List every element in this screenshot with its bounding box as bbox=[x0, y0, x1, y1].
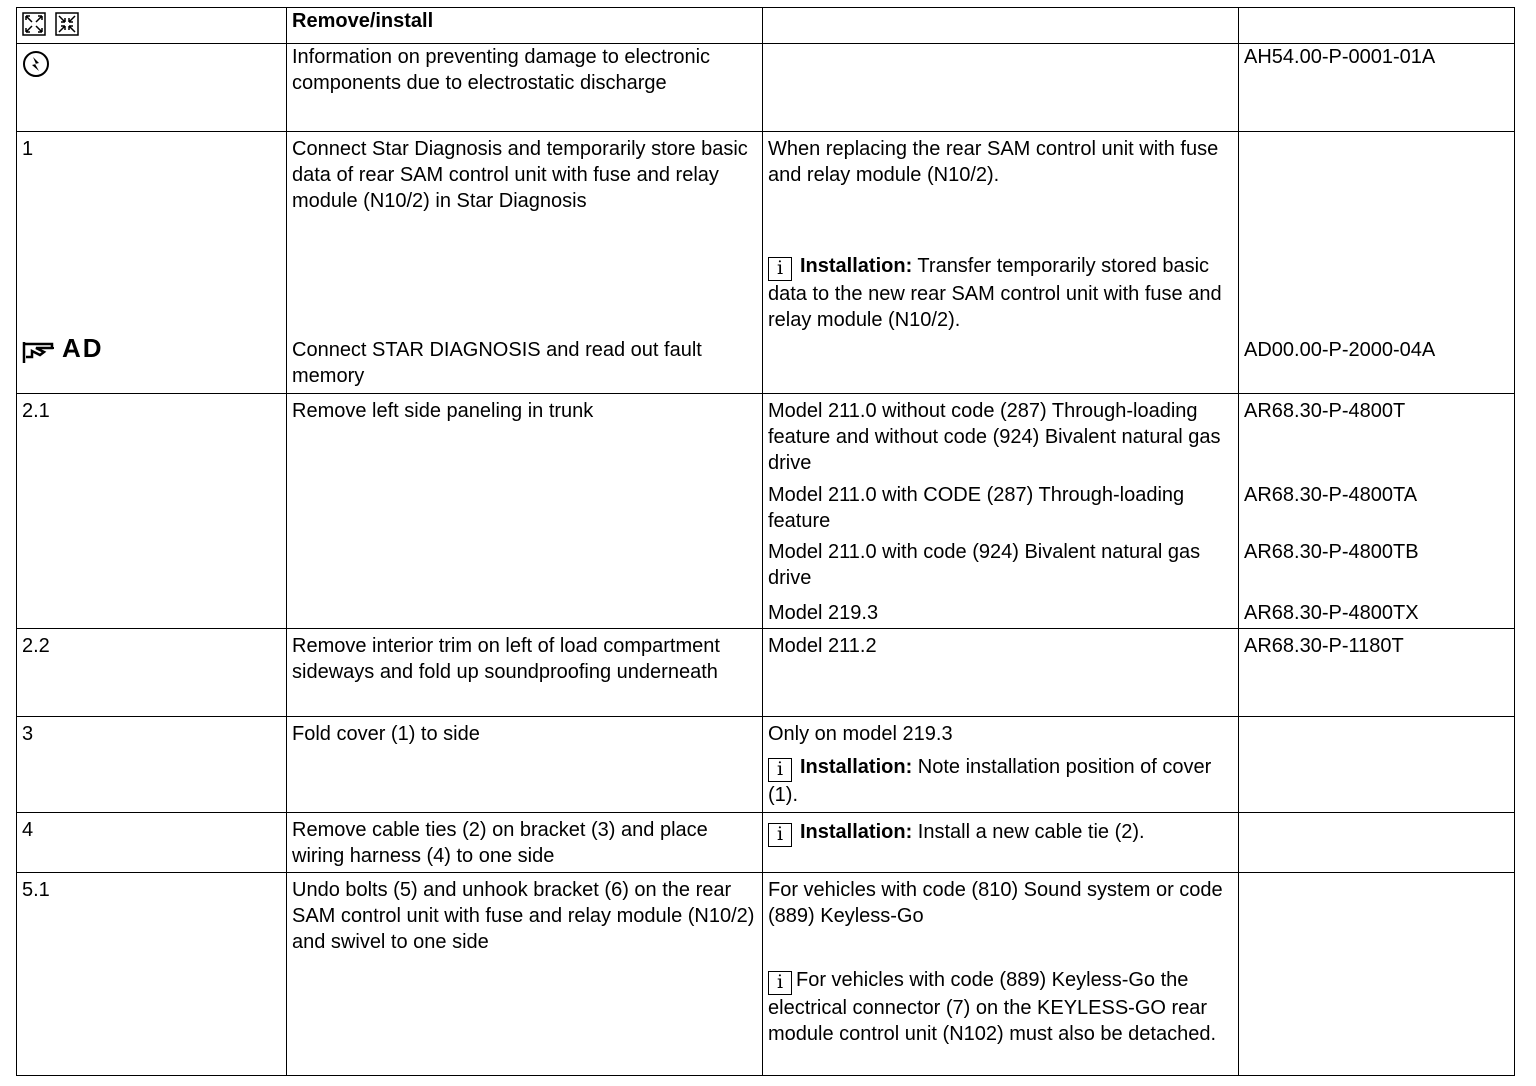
table-row bbox=[17, 873, 1515, 1076]
step-text: Remove left side paneling in trunk bbox=[292, 400, 594, 422]
info-icon: i bbox=[768, 823, 792, 847]
document-reference[interactable]: AR68.30-P-4800TA bbox=[1244, 484, 1418, 506]
note-cell bbox=[763, 717, 1239, 813]
step-text: Undo bolts (5) and unhook bracket (6) on the rear SAM control unit with fuse and relay module (N10/2) and swivel to one side bbox=[287, 873, 763, 1076]
installation-info bbox=[768, 754, 1238, 808]
esd-icon-cell bbox=[17, 44, 287, 132]
document-reference[interactable]: AR68.30-P-1180T bbox=[1239, 629, 1515, 717]
step-text-cell bbox=[287, 394, 763, 629]
installation-info bbox=[763, 813, 1239, 873]
diagnosis-hand-icon bbox=[22, 339, 62, 372]
step-text-cell bbox=[287, 132, 763, 394]
condition-text: Model 219.3 bbox=[768, 602, 879, 624]
reference-cell bbox=[1239, 873, 1515, 1076]
step-text: Remove interior trim on left of load compartment sideways and fold up soundproofing underneath bbox=[287, 629, 763, 717]
info-label: Installation: bbox=[800, 756, 913, 778]
header-title: Remove/install bbox=[287, 8, 763, 44]
info-text: Install a new cable tie (2). bbox=[912, 821, 1145, 843]
condition-text: Model 211.0 without code (287) Through-loading feature and without code (924) Bivalent natural gas drive bbox=[768, 400, 1221, 474]
procedure-table bbox=[16, 7, 1515, 1076]
condition-text: Model 211.0 with code (924) Bivalent natural gas drive bbox=[768, 541, 1201, 589]
note-text: Model 211.2 bbox=[763, 629, 1239, 717]
conditions-cell bbox=[763, 394, 1239, 629]
info-text: Transfer temporarily stored basic data to the new rear SAM control unit with fuse and relay module (N10/2). bbox=[768, 255, 1222, 331]
condition-text: Model 211.0 with CODE (287) Through-loading feature bbox=[768, 484, 1185, 532]
step-text: Remove cable ties (2) on bracket (3) and place wiring harness (4) to one side bbox=[287, 813, 763, 873]
info-label: Installation: bbox=[800, 821, 913, 843]
step-number: 3 bbox=[17, 717, 287, 813]
step-number: 2.1 bbox=[22, 400, 50, 422]
document-reference[interactable]: AD00.00-P-2000-04A bbox=[1244, 339, 1436, 361]
note-cell bbox=[763, 873, 1239, 1076]
table-row bbox=[17, 44, 1515, 132]
note-cell bbox=[763, 44, 1239, 132]
collapse-icon[interactable] bbox=[55, 12, 79, 43]
header-empty-cell bbox=[1239, 8, 1515, 44]
step-number-cell bbox=[17, 132, 287, 394]
step-number-cell bbox=[17, 394, 287, 629]
step-text: Information on preventing damage to electronic components due to electrostatic discharge bbox=[287, 44, 763, 132]
installation-info bbox=[768, 967, 1238, 1047]
info-icon: i bbox=[768, 257, 792, 281]
step-number: 1 bbox=[22, 138, 34, 160]
info-icon: i bbox=[768, 758, 792, 782]
info-icon: i bbox=[768, 971, 792, 995]
reference-cell bbox=[1239, 132, 1515, 394]
info-text: Note installation position of cover (1). bbox=[768, 756, 1212, 806]
table-row bbox=[17, 717, 1515, 813]
document-reference[interactable]: AR68.30-P-4800TX bbox=[1244, 602, 1419, 624]
info-text: For vehicles with code (889) Keyless-Go the electrical connector (7) on the KEYLESS-GO rear module control unit (N102) must also be detached. bbox=[768, 969, 1217, 1045]
header-icons-cell bbox=[17, 8, 287, 44]
table-row bbox=[17, 132, 1515, 394]
ad-text: Connect STAR DIAGNOSIS and read out fault memory bbox=[292, 339, 702, 387]
header-empty-cell bbox=[763, 8, 1239, 44]
info-label: Installation: bbox=[800, 255, 913, 277]
installation-info bbox=[768, 253, 1238, 333]
document-reference[interactable]: AH54.00-P-0001-01A bbox=[1239, 44, 1515, 132]
reference-cell bbox=[1239, 813, 1515, 873]
ad-marker bbox=[22, 333, 286, 367]
step-text: Connect Star Diagnosis and temporarily store basic data of rear SAM control unit with fuse and relay module (N10/2) in Star Diagnosis bbox=[292, 138, 748, 212]
table-row bbox=[17, 813, 1515, 873]
esd-warning-icon bbox=[22, 50, 50, 85]
step-text: Fold cover (1) to side bbox=[287, 717, 763, 813]
ad-label: AD bbox=[62, 333, 104, 363]
note-text: For vehicles with code (810) Sound system or code (889) Keyless-Go bbox=[768, 879, 1223, 927]
note-text: Only on model 219.3 bbox=[768, 723, 953, 745]
step-number: 2.2 bbox=[17, 629, 287, 717]
expand-icon[interactable] bbox=[22, 12, 46, 43]
table-row bbox=[17, 629, 1515, 717]
header-row bbox=[17, 8, 1515, 44]
note-text: When replacing the rear SAM control unit with fuse and relay module (N10/2). bbox=[768, 138, 1219, 186]
note-cell bbox=[763, 132, 1239, 394]
document-reference[interactable]: AR68.30-P-4800TB bbox=[1244, 541, 1419, 563]
reference-cell bbox=[1239, 717, 1515, 813]
step-number: 4 bbox=[17, 813, 287, 873]
reference-cell bbox=[1239, 394, 1515, 629]
document-reference[interactable]: AR68.30-P-4800T bbox=[1244, 400, 1406, 422]
table-row bbox=[17, 394, 1515, 629]
step-number: 5.1 bbox=[17, 873, 287, 1076]
